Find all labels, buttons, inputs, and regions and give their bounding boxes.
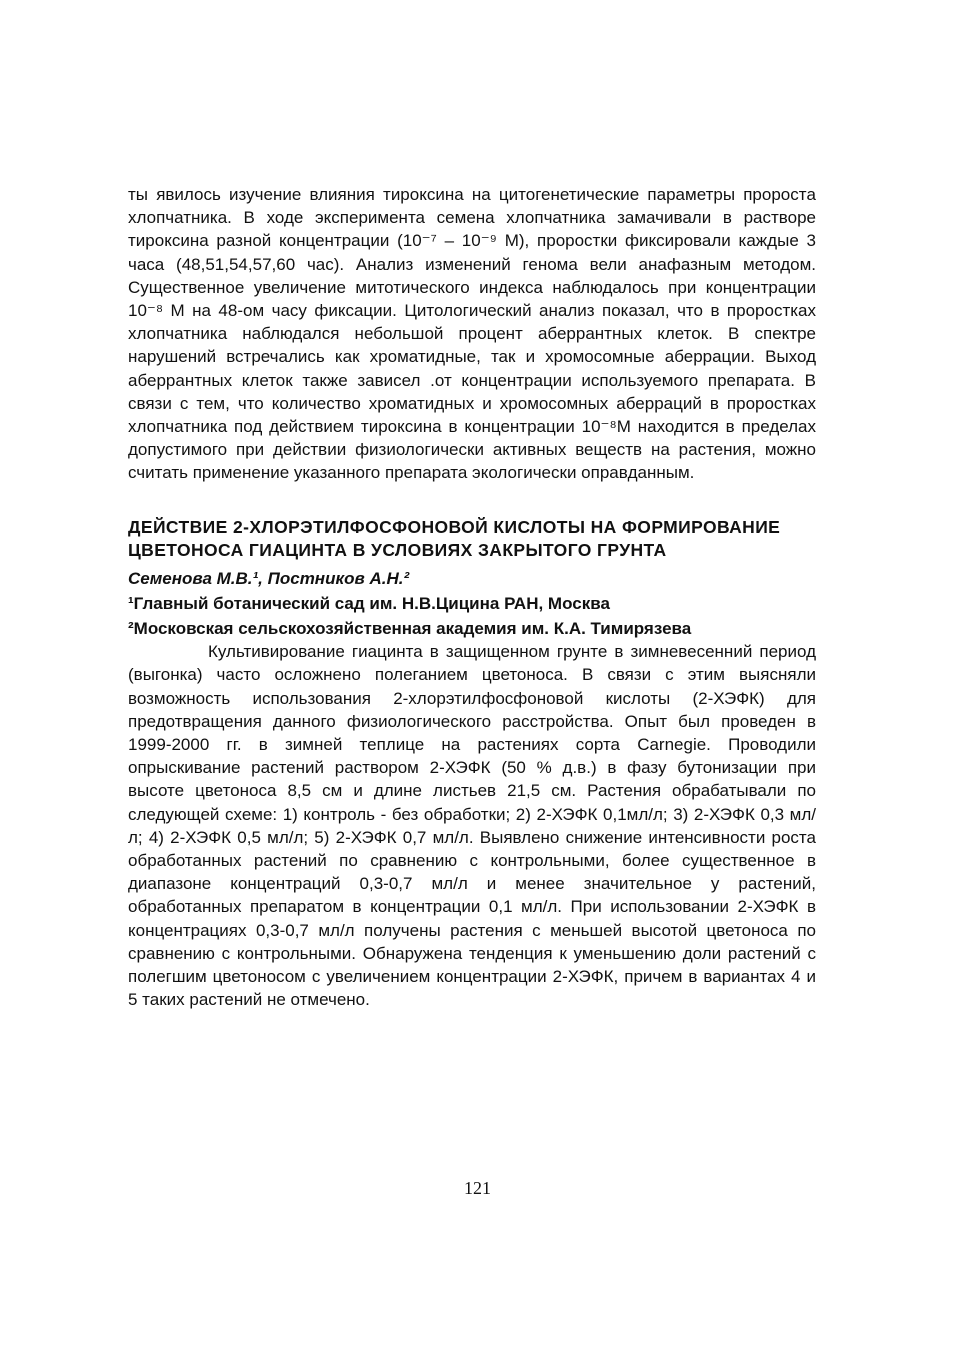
- article-authors: Семенова М.В.¹, Постников А.Н.²: [128, 568, 410, 588]
- page-number: 121: [464, 1178, 491, 1198]
- affiliation-1: ¹Главный ботанический сад им. Н.В.Цицина РАН, Москва: [128, 593, 610, 613]
- document-page: [128, 183, 816, 1012]
- affiliation-2: ²Московская сельскохозяйственная академия им. К.А. Тимирязева: [128, 619, 692, 639]
- article-title: ДЕЙСТВИЕ 2-ХЛОРЭТИЛФОСФОНОВОЙ КИСЛОТЫ НА ФОРМИРОВАНИЕ ЦВЕТОНОСА ГИАЦИНТА В УСЛОВИЯХ ЗАКРЫТОГО ГРУНТА: [128, 516, 781, 561]
- intro-paragraph: ты явилось изучение влияния тироксина на цитогенетические параметры проростa хлопчатника. В ходе эксперимента семена хлопчатника замачивали в растворе тироксина разной концентрации (10⁻⁷ – 10⁻⁹ М), проростки фиксировали каждые 3 часа (48,51,54,57,60 час). Анализ изменений генома вели анафазным методом. Существенное увеличение митотического индекса наблюдалось при концентрации 10⁻⁸ М на 48-ом часу фиксации. Цитологический анализ показал, что в проростках хлопчатника наблюдался небольшой процент аберрантных клеток. В спектре нарушений встречались как хроматидные, так и хромосомные аберрации. Выход аберрантных клеток также зависел .от концентрации используемого препарата. В связи с тем, что количество хроматидных и хромосомных аберраций в проростках хлопчатника под действием тироксина в концентрации 10⁻⁸М находится в пределах допустимого при действии физиологически активных веществ на растения, можно считать применение указанного препарата экологически оправданным.: [128, 185, 816, 483]
- body-paragraph: Культивирование гиацинта в защищенном грунте в зимневесенний период (выгонка) часто осложнено полеганием цветоноса. В связи с этим выясняли возможность использования 2-хлорэтилфосфоновой кислоты (2-ХЭФК) для предотвращения данного физиологического расстройства. Опыт был проведен в 1999-2000 гг. в зимней теплице на растениях сорта Carnegie. Проводили опрыскивание растений раствором 2-ХЭФК (50 % д.в.) в фазу бутонизации при высоте цветоноса 8,5 см и длине листьев 21,5 см. Растения обрабатывали по следующей схеме: 1) контроль - без обработки; 2) 2-ХЭФК 0,1мл/л; 3) 2-ХЭФК 0,3 мл/л; 4) 2-ХЭФК 0,5 мл/л; 5) 2-ХЭФК 0,7 мл/л. Выявлено снижение интенсивности роста обработанных растений по сравнению с контрольными, более существенное в диапазоне концентраций 0,3-0,7 мл/л и менее значительное у растений, обработанных препаратом в концентрации 0,1 мл/л. При использовании 2-ХЭФК в концентрациях 0,3-0,7 мл/л получены растения с меньшей высотой цветоноса по сравнению с контрольными. Обнаружена тенденция к уменьшению доли растений с полегшим цветоносом с увеличением концентрации 2-ХЭФК, причем в вариантах 4 и 5 таких растений не отмечено.: [128, 642, 816, 1010]
